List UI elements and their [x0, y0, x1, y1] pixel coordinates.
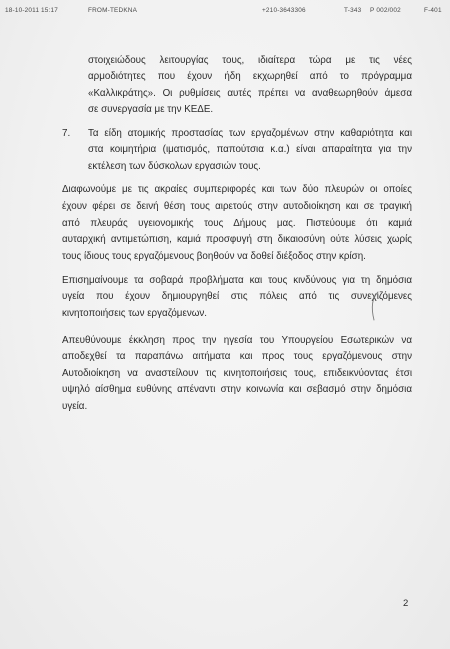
fax-sender: FROM-TEDKNA: [88, 7, 138, 14]
fax-date: 18-10-2011: [5, 7, 40, 14]
fax-page-count: P 002/002: [370, 7, 401, 14]
text-line: υψηλό αίσθημα ευθύνης απέναντι στην κοινωνία και σεβασμό στην δημόσια: [62, 384, 412, 396]
text-line: στοιχειώδους λειτουργίας τους, ιδιαίτερα τώρα με τις νέες: [88, 54, 412, 66]
fax-code: F-401: [424, 7, 442, 14]
fax-time: 15:17: [41, 7, 58, 14]
text-line: εκτέλεση των δύσκολων εργασιών τους.: [88, 160, 261, 172]
text-line: Διαφωνούμε με τις ακραίες συμπεριφορές και των δύο πλευρών οι οποίες: [62, 184, 412, 196]
text-line: αποδεχθεί τα παραπάνω αιτήματα και προς τους εργαζόμενους στην: [62, 351, 412, 363]
text-line: κινητοποιήσεις των εργαζόμενων.: [62, 307, 207, 319]
text-line: στα κοιμητήρια (ιματισμός, παπούτσια κ.α.) είναι απαραίτητα για την: [88, 144, 412, 156]
text-line: έχουν φέρει σε δεινή θέση τους αιρετούς στην αυτοδιοίκηση και σε τραγική: [62, 200, 412, 212]
fax-transmission-id: T-343: [344, 7, 362, 14]
page-number: 2: [403, 598, 409, 609]
list-item-number: 7.: [62, 127, 71, 139]
list-item-7: [88, 126, 412, 176]
text-line: Αυτοδιοίκηση να αναστείλουν τις κινητοποιήσεις τους, επιδεικνύοντας έτσι: [62, 367, 412, 379]
text-line: από πλευράς υγειονομικής τους Δήμους μας. Πιστεύουμε ότι καμιά: [62, 217, 412, 229]
fax-phone: +210-3643306: [262, 7, 306, 14]
text-line: αυταρχική αντιμετώπιση, καμιά προσφυγή στη δικαιοσύνη ούτε λύσεις χωρίς: [62, 234, 412, 246]
paragraph-public-health: [62, 273, 412, 323]
text-line: «Καλλικράτης». Οι ρυθμίσεις αυτές πρέπει να αναθεωρηθούν άμεσα: [88, 87, 412, 99]
text-line: αρμοδιότητες που έχουν ήδη εκχωρηθεί από το πρόγραμμα: [88, 71, 412, 83]
paragraph-disagreement: [62, 182, 412, 265]
text-line: Τα είδη ατομικής προστασίας των εργαζομένων στην καθαριότητα και: [88, 127, 412, 139]
paragraph-continuation: [88, 53, 412, 119]
text-line: Επισημαίνουμε τα σοβαρά προβλήματα και τους κινδύνους για τη δημόσια: [62, 274, 412, 286]
paragraph-appeal: [62, 333, 412, 416]
pen-mark: [362, 288, 386, 324]
text-line: τους ίδιους τους εργαζόμενους βοηθούν να δοθεί διέξοδος στην κρίση.: [62, 250, 366, 262]
text-line: υγεία που έχουν δημιουργηθεί στις πόλεις από τις συνεχιζόμενες: [62, 291, 412, 303]
text-line: υγεία.: [62, 400, 88, 412]
text-line: Απευθύνουμε έκκληση προς την ηγεσία του Υπουργείου Εσωτερικών να: [62, 334, 412, 346]
text-line: σε συνεργασία με την ΚΕΔΕ.: [88, 104, 214, 116]
